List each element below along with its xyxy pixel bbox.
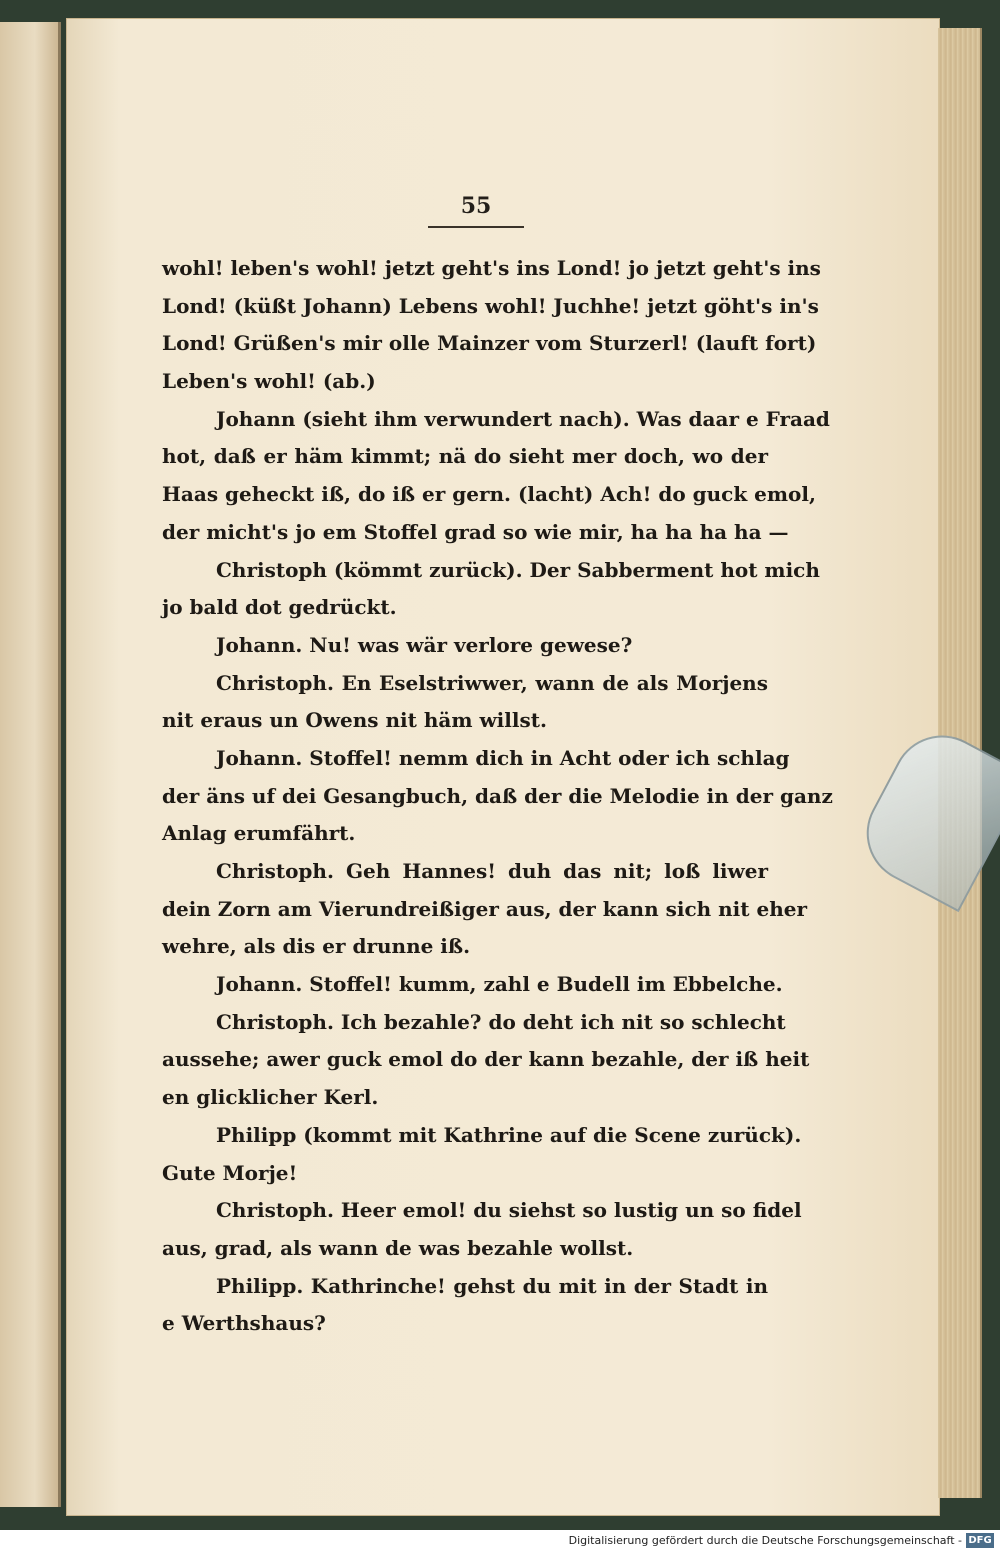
text-line: Christoph. En Eselstriwwer, wann de als Morjens [216,670,768,695]
header-rule [428,226,524,228]
text-line: wohl! leben's wohl! jetzt geht's ins Lond! jo jetzt geht's ins [162,256,821,280]
text-line: wehre, als dis er drunne iß. [162,934,471,959]
text-line: Christoph. Heer emol! du siehst so lustig un so fidel [216,1198,802,1223]
text-line: Johann (sieht ihm verwundert nach). Was daar e Fraad [216,406,830,431]
facing-page-edge [0,22,61,1507]
text-line: Leben's wohl! (ab.) [162,369,376,394]
text-line: en glicklicher Kerl. [162,1085,379,1110]
text-line: der äns uf dei Gesangbuch, daß der die Melodie in der ganz [162,783,833,808]
text-line: Philipp. Kathrinche! gehst du mit in der Stadt in [216,1273,768,1298]
text-line: jo bald dot gedrückt. [162,595,397,620]
text-line: nit eraus un Owens nit häm willst. [162,708,547,733]
text-line: aussehe; awer guck emol do der kann bezahle, der iß heit [162,1047,810,1072]
dfg-logo-icon: DFG [966,1533,994,1548]
text-line: e Werthshaus? [162,1311,326,1336]
text-line: aus, grad, als wann de was bezahle wollst. [162,1235,634,1260]
footer-credit: Digitalisierung gefördert durch die Deutsche Forschungsgemeinschaft - [568,1534,962,1547]
text-line: Christoph (kömmt zurück). Der Sabberment hot mich [216,557,820,582]
text-line: Lond! Grüßen's mir olle Mainzer vom Sturzerl! (lauft fort) [162,331,817,356]
text-line: Johann. Stoffel! kumm, zahl e Budell im Ebbelche. [216,972,783,997]
text-line: Johann. Stoffel! nemm dich in Acht oder ich schlag [216,745,790,770]
page-text [162,250,833,1343]
text-line: dein Zorn am Vierundreißiger aus, der kann sich nit eher [162,896,807,921]
text-line: Christoph. Geh Hannes! duh das nit; loß liwer [216,859,768,883]
text-line: Philipp (kommt mit Kathrine auf die Scene zurück). [216,1122,802,1147]
text-line: Lond! (küßt Johann) Lebens wohl! Juchhe! jetzt göht's in's [162,293,819,318]
text-line: Haas geheckt iß, do iß er gern. (lacht) Ach! do guck emol, [162,482,816,507]
footer-bar [0,1530,1000,1553]
page-number: 55 [460,193,492,219]
text-line: der micht's jo em Stoffel grad so wie mir, ha ha ha ha — [162,519,789,544]
text-line: Anlag erumfährt. [162,821,356,846]
text-line: Christoph. Ich bezahle? do deht ich nit so schlecht [216,1009,786,1034]
text-line: hot, daß er häm kimmt; nä do sieht mer doch, wo der [162,444,768,469]
text-line: Johann. Nu! was wär verlore gewese? [216,632,633,657]
text-line: Gute Morje! [162,1160,298,1185]
